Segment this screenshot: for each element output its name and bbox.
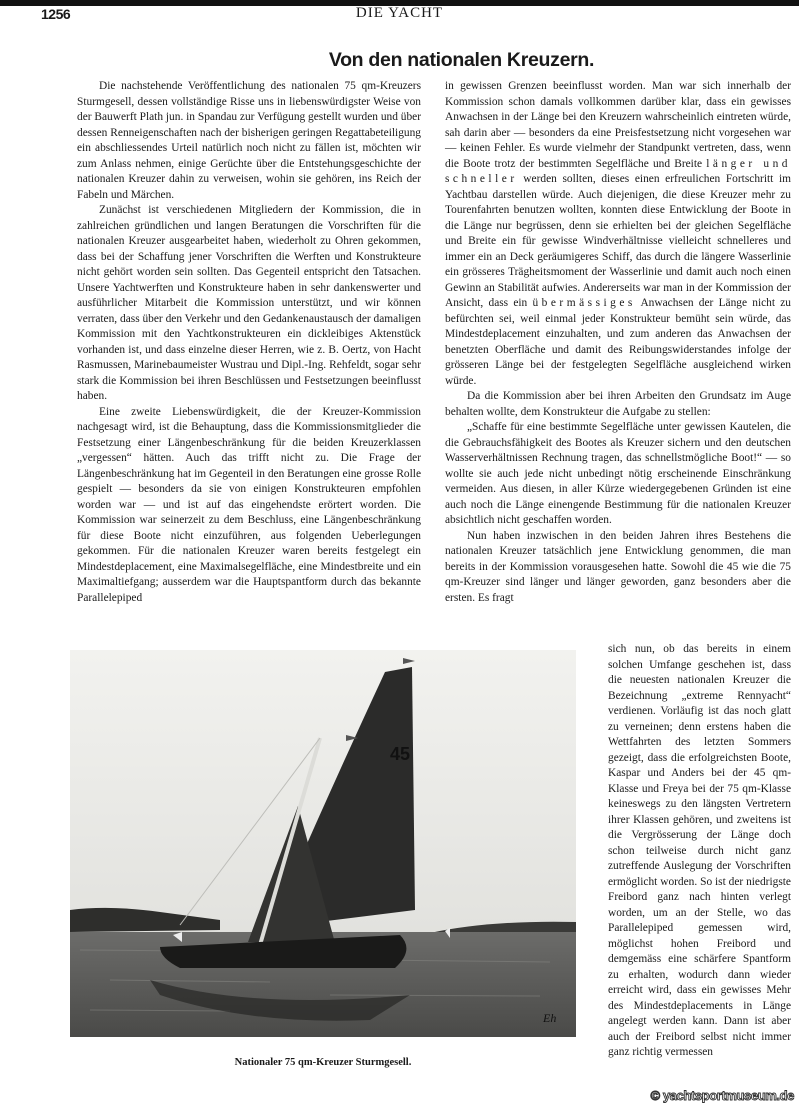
- running-head: DIE YACHT: [355, 5, 444, 21]
- figure-caption: Nationaler 75 qm-Kreuzer Sturmgesell.: [234, 1057, 412, 1068]
- paragraph: [445, 79, 791, 389]
- emphasized-text: übermässiges: [532, 297, 636, 309]
- paragraph: Da die Kommission aber bei ihren Arbeiten den Grundsatz im Auge behalten wollte, dem Konstrukteur die Aufgabe zu stellen:: [445, 390, 791, 418]
- paragraph: Nun haben inzwischen in den beiden Jahren ihres Bestehens die nationalen Kreuzer tatsächlich jene Entwicklung genommen, die man bereits in der Kommission vorausgesehen hatte. Sowohl die 45 wie die 75 qm-Kreuzer sind länger und länger geworden, ganz besonders aber die ersten. Es fragt: [445, 529, 791, 604]
- text-run: in gewissen Grenzen beeinflusst worden. Man war sich innerhalb der Kommission schon damals vollkommen darüber klar, dass ein gewisses Anwachsen in der Länge bei den Kreuzern wahrscheinlich eintreten würde, sah darin aber — besonders da eine Preisfestsetzung nicht vorgesehen war — keinen Fehler. Es wurde vielmehr der Standpunkt vertreten, dass, wenn die Boote trotz der bestimmten Segelfläche und Breite: [445, 80, 791, 170]
- right-column-narrow: [608, 642, 791, 1061]
- left-column: [77, 79, 421, 606]
- paragraph: Die nachstehende Veröffentlichung des nationalen 75 qm-Kreuzers Sturmgesell, dessen vollständige Risse uns in liebenswürdigster Weise von der Bauwerft Plath jun. in Spandau zur Verfügung gestellt wurden und über dessen Renneigenschaften nach der bisherigen geringen Regattabeteiligung ein abschliessendes Urteil natürlich noch nicht zu fällen ist, möchten wir zum Anlass nehmen, einige Gerüchte über die Entstehungsgeschichte der nationalen Kreuzer dahin zu verweisen, wohin sie gehören, ins Reich der Fabeln und Märchen.: [77, 80, 421, 201]
- quote-paragraph: „Schaffe für eine bestimmte Segelfläche unter gewissen Kautelen, die die Gebrauchsfähigkeit des Bootes als Kreuzer sichern und den deutschen Wasserverhältnissen Rechnung tragen, das schnellstmögliche Boot!“ — so wollte sie auch jede nicht unbedingt nötig erscheinende Einschränkung vermeiden. Aus diesen, in aller Kürze wiedergegebenen Gründen ist eine auch noch die Länge einengende Bestimmung für die nationalen Kreuzer absichtlich nicht geschaffen worden.: [445, 421, 791, 526]
- paragraph: Eine zweite Liebenswürdigkeit, die der Kreuzer-Kommission nachgesagt wird, ist die Behauptung, dass die Kommissionsmitglieder die Festsetzung einer Längenbeschränkung für die beiden Kreuzerklassen „vergessen“ hätten. Auch das trifft nicht zu. Die Frage der Längenbeschränkung hat im Gegenteil in den Beratungen eine grosse Rolle gespielt — besonders da sie von einigen Konstrukteuren empfohlen worden war — und ist auf das eingehendste erörtert worden. Die Kommission war seinerzeit zu dem Beschluss, eine Längenbeschränkung für diese Boote nicht einzuführen, aus folgenden Ueberlegungen gekommen. Für die nationalen Kreuzer waren bereits festgelegt ein Mindestdeplacement, eine Maximalsegelfläche, eine Mindestbreite und ein Maximaltiefgang; ausserdem war die Hauptspantform durch das bekannte Parallelepiped: [77, 405, 421, 604]
- sailboat-illustration: [70, 650, 576, 1037]
- photographer-signature: Eh: [543, 1011, 557, 1025]
- text-run: werden sollten, dieses einen erfreulichen Fortschritt im Yachtbau darstellen würde. Auch diejenigen, die diese Kreuzer mehr zu Tourenfahrten benutzen wollten, konnten diese Entwicklung der Boote in die Länge nur begrüssen, denn sie erhielten bei der gleichen Segelfläche und Breite ein für gewisse Windverhältnisse vielleicht schnelleres und immer ein an Deck geräumigeres Schiff, das durch die längere Wasserlinie ein grösseres Trägheitsmoment der Wasserlinie und damit auch noch einen Gewinn an Stabilität aufwies. Andererseits war man in der Kommission der Ansicht, dass ein: [445, 173, 791, 309]
- page-number: 1256: [41, 6, 71, 22]
- article-title: Von den nationalen Kreuzern.: [328, 49, 595, 71]
- emphasized-text: länger und schneller: [445, 157, 791, 185]
- sail-number: 45: [390, 744, 411, 764]
- watermark: © yachtsportmuseum.de: [650, 1088, 794, 1103]
- sailboat-photo: [70, 650, 576, 1037]
- text-run: Anwachsen der Länge nicht zu befürchten sei, weil einmal jeder Konstrukteur bemüht sein würde, das Mindestdeplacement einzuhalten, und zum anderen das Anwachsen der benetzten Oberfläche und damit des Reibungswiderstandes infolge der grösseren Länge bei der festgelegten Segelfläche ausgleichend wirken würde.: [445, 297, 791, 387]
- paragraph: sich nun, ob das bereits in einem solchen Umfange geschehen ist, dass die neuesten nationalen Kreuzer die Bezeichnung „extreme Rennyacht“ verdienen. Vorläufig ist das noch glatt zu verneinen; denn erstens haben die Wettfahrten des letzten Sommers gezeigt, dass die erfolgreichsten Boote, Kaspar und Anders bei der 45 qm-Klasse und Freya bei der 75 qm-Klasse keineswegs zu den längsten Vertretern ihrer Klassen gehören, und zweitens ist die Vergrösserung der Länge doch schon teilweise durch nicht ganz zutreffende Auslegung der Vorschriften ermöglicht worden. So ist der niedrigste Freibord ganz nach hinten verlegt worden, um an der Stelle, wo das Parallelepiped gemessen wird, möglichst hohen Freibord und demgemäss eine schärfere Spantform zu erhalten, wodurch dann wieder erreicht wird, dass ein gewisses Mehr des Mindestdeplacements in Länge angelegt werden kann. Dann ist aber auch der Freibord selbst nicht immer ganz richtig vermessen: [608, 643, 791, 1058]
- right-column: [445, 79, 791, 606]
- paragraph: Zunächst ist verschiedenen Mitgliedern der Kommission, die in zahlreichen gründlichen und langen Beratungen die Vorschriften für die nationalen Kreuzer ausgearbeitet haben, wiederholt zu Ohren gekommen, dass bei der Schaffung jener Vorschriften die Werften und Konstrukteure nicht gehört worden sein sollten. Das Gegenteil entspricht den Tatsachen. Unsere Yachtwerften und Konstrukteure haben in sehr dankenswerter und ausführlicher Mitarbeit die Kommission unterstützt, und wir können verraten, dass über den Verkehr und den Gedankenaustausch der damaligen Kommission mit den Yachtkonstrukteuren ein dickleibiges Aktenstück vorhanden ist, und dass einzelne dieser Herren, wie z. B. Oertz, von Hacht Rasmussen, Marinebaumeister Wustrau und Dipl.-Ing. Rehfeldt, sogar sehr stark die Kommission bei ihren Beschlüssen und Festsetzungen beeinflusst haben.: [77, 204, 421, 402]
